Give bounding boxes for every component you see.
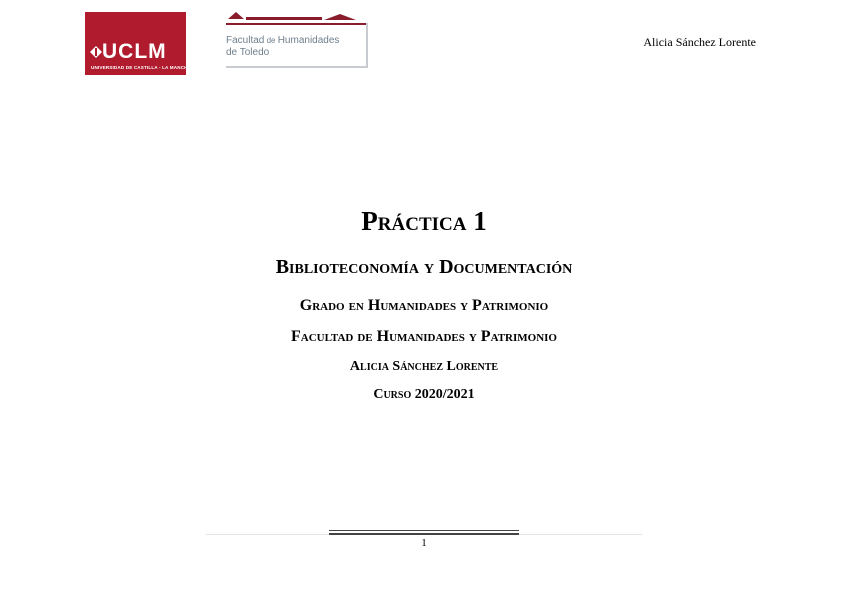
- degree-line: Grado en Humanidades y Patrimonio: [299, 297, 549, 314]
- uclm-logo: [85, 12, 192, 75]
- footer-rule-thick: [329, 533, 519, 535]
- course-year: Curso 2020/2021: [373, 387, 475, 402]
- uclm-logo-subtitle: UNIVERSIDAD DE CASTILLA - LA MANCHA: [91, 65, 192, 70]
- faculty-logo-line1: Facultad de Humanidades: [226, 35, 340, 46]
- page-number: 1: [421, 537, 427, 549]
- faculty-line: Facultad de Humanidades y Patrimonio: [291, 328, 557, 345]
- faculty-logo-line2: de Toledo: [226, 47, 270, 58]
- header-author: Alicia Sánchez Lorente: [643, 35, 756, 49]
- page-title: Práctica 1: [361, 206, 487, 236]
- student-name: Alicia Sánchez Lorente: [349, 359, 499, 374]
- faculty-logo: [224, 11, 370, 71]
- uclm-emblem-icon: [90, 46, 102, 58]
- uclm-logo-name: UCLM: [102, 40, 167, 63]
- subject-title: Biblioteconomía y Documentación: [275, 256, 573, 278]
- footer-rule-thin: [329, 530, 519, 531]
